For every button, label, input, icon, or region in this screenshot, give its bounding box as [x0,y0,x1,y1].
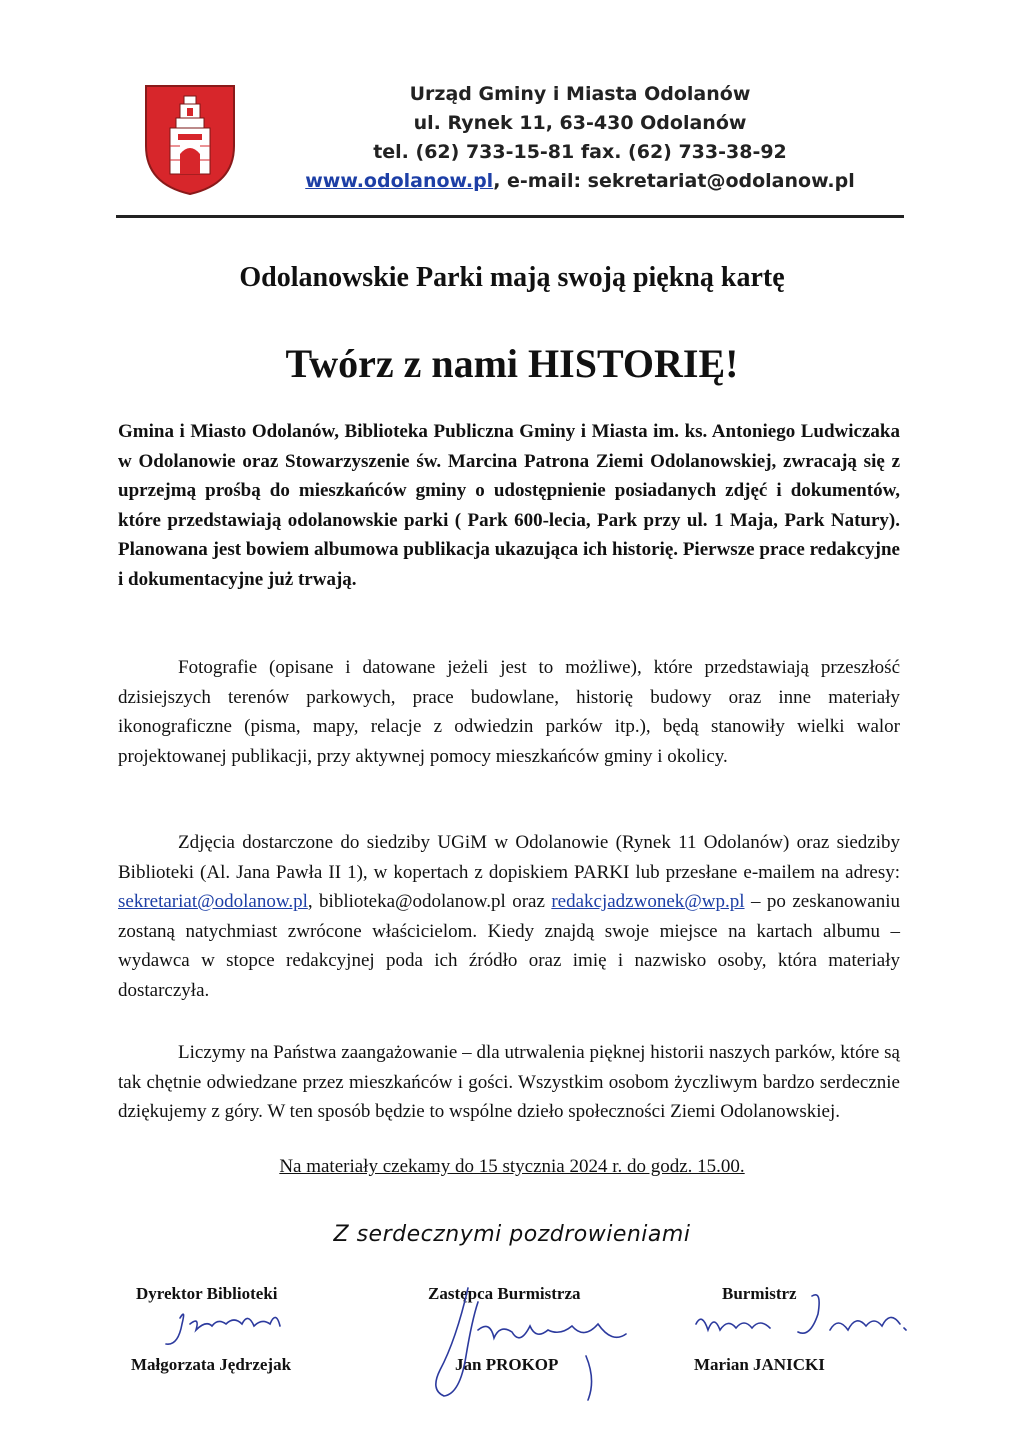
closing-greeting: Z serdecznymi pozdrowieniami [333,1222,691,1247]
office-address: ul. Rynek 11, 63-430 Odolanów [413,112,747,134]
email-link-sekretariat[interactable]: sekretariat@odolanow.pl [118,891,308,912]
signatory-name-mayor: Marian JANICKI [694,1355,825,1374]
office-phone-fax: tel. (62) 733-15-81 fax. (62) 733-38-92 [373,141,787,163]
signature-director [166,1314,280,1344]
coat-of-arms-icon [144,84,236,196]
signatory-role-deputy-mayor: Zastępca Burmistrza [428,1284,581,1303]
office-name: Urząd Gminy i Miasta Odolanów [409,83,751,105]
document-subtitle: Twórz z nami HISTORIĘ! [285,341,739,386]
signatory-name-deputy-mayor: Jan PROKOP [455,1355,559,1374]
email-link-redakcja[interactable]: redakcjadzwonek@wp.pl [551,891,745,912]
signatory-name-director: Małgorzata Jędrzejak [131,1355,292,1374]
document-title: Odolanowskie Parki mają swoją piękną kartę [239,262,785,293]
paragraph-intro: Gmina i Miasto Odolanów, Biblioteka Publiczna Gminy i Miasta im. ks. Antoniego Ludwiczaka w Odolanowie oraz Stowarzyszenie św. Marcina Patrona Ziemi Odolanowskiej, zwracają się z uprzejmą prośbą do mieszkańców gminy o udostępnienie posiadanych zdjęć i dokumentów, które przedstawiają odolanowskie parki ( Park 600-lecia, Park przy ul. 1 Maja, Park Natury). Planowana jest bowiem albumowa publikacja ukazująca ich historię. Pierwsze prace redakcyjne i dokumentacyjne już trwają. [118,421,900,590]
website-link[interactable]: www.odolanow.pl [305,170,494,192]
deadline-notice: Na materiały czekamy do 15 stycznia 2024 r. do godz. 15.00. [279,1156,745,1177]
signatory-role-mayor: Burmistrz [722,1284,797,1303]
office-contact-line [250,170,910,192]
email-text: , e-mail: sekretariat@odolanow.pl [493,170,855,192]
delivery-text-mid: , biblioteka@odolanow.pl oraz [307,891,552,912]
paragraph-photos: Fotografie (opisane i datowane jeżeli jest to możliwe), które przedstawiają przeszłość dzisiejszych terenów parkowych, prace budowlane, historię budowy oraz inne materiały ikonograficzne (pisma, mapy, relacje z odwiedzin parków itp.), będą stanowiły wielki walor projektowanej publikacji, przy aktywnej pomocy mieszkańców gminy i okolicy. [118,657,900,767]
delivery-text-end: – po zeskanowaniu zostaną natychmiast zwrócone właścicielom. Kiedy znajdą swoje miejsce na kartach albumu – wydawca w stopce redakcyjnej poda ich źródło oraz imię i nazwisko osoby, która materiały dostarczyła. [118,891,900,1001]
paragraph-thanks: Liczymy na Państwa zaangażowanie – dla utrwalenia pięknej historii naszych parków, które są tak chętnie odwiedzane przez mieszkańców i gości. Wszystkim osobom życzliwym bardzo serdecznie dziękujemy z góry. W ten sposób będzie to wspólne dzieło społeczności Ziemi Odolanowskiej. [118,1042,900,1122]
paragraph-delivery [118,828,900,1005]
header-divider [116,215,904,218]
signatory-role-director: Dyrektor Biblioteki [136,1284,278,1303]
signature-deputy-mayor [436,1288,626,1400]
delivery-text-start: Zdjęcia dostarczone do siedziby UGiM w Odolanowie (Rynek 11 Odolanów) oraz siedziby Biblioteki (Al. Jana Pawła II 1), w kopertach z dopiskiem PARKI lub przesłane e-mailem na adresy: [118,832,900,883]
